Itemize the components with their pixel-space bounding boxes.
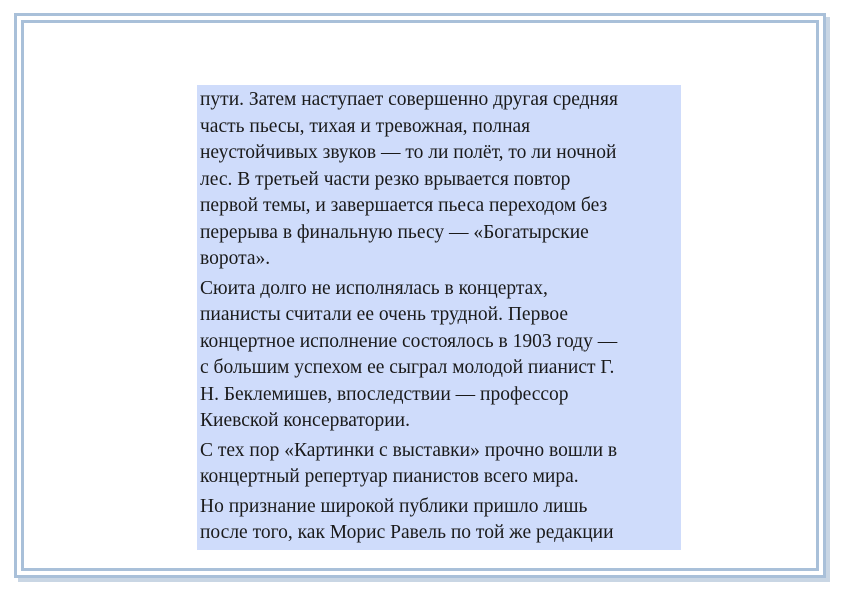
paragraph-1: пути. Затем наступает совершенно другая средняя часть пьесы, тихая и тревожная, полная неустойчивых звуков — то ли полёт, то ли ночной лес. В третьей части резко врывается повтор первой темы, и завершается пьеса переходом без перерыва в финальную пьесу — «Богатырские ворота».	[200, 89, 618, 269]
paragraph-2: Сюита долго не исполнялась в концертах, пианисты считали ее очень трудной. Первое концертное исполнение состоялось в 1903 году — с большим успехом ее сыграл молодой пианист Г. Н. Беклемишев, впоследствии — профессор Киевской консерватории.	[200, 277, 618, 431]
frame-shadow-right	[826, 17, 830, 582]
paragraph-4: Но признание широкой публики пришло лишь после того, как Морис Равель по той же редакции	[200, 495, 614, 543]
paragraph-3: С тех пор «Картинки с выставки» прочно вошли в концертный репертуар пианистов всего мира.	[200, 439, 618, 487]
text-box[interactable]	[197, 85, 681, 550]
frame-shadow-bottom	[18, 578, 830, 582]
